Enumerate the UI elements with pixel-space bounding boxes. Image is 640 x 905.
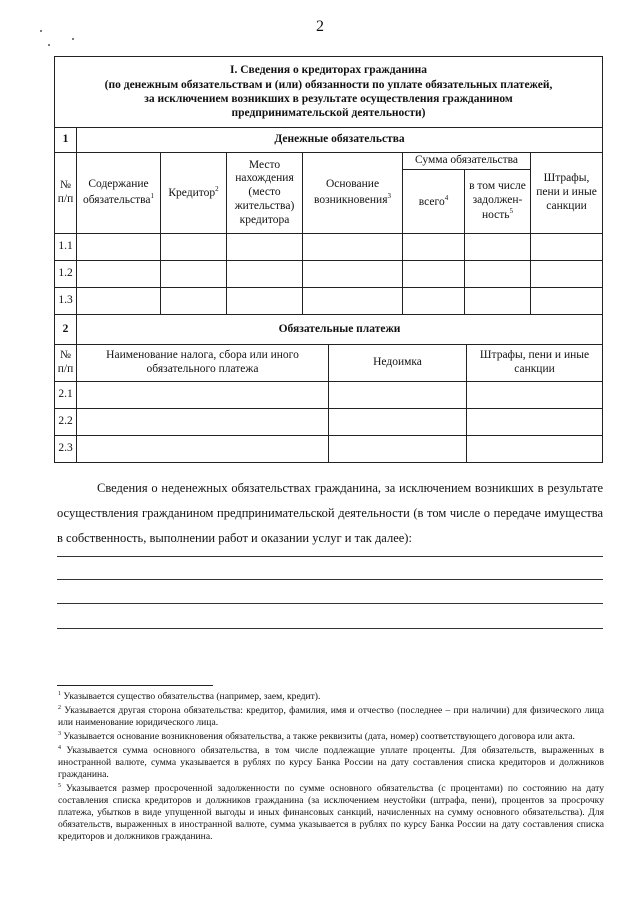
footnote-separator xyxy=(57,685,213,686)
fill-in-line[interactable] xyxy=(57,579,603,580)
cell-basis[interactable] xyxy=(303,234,403,261)
section-title-line: I. Сведения о кредиторах гражданина xyxy=(230,64,427,77)
footnote-mark: 4 xyxy=(58,745,61,752)
header-content xyxy=(77,153,161,234)
header-fines: Штрафы, пени и иные санкции xyxy=(531,153,603,234)
cell-fines[interactable] xyxy=(467,436,603,463)
footnote-ref: 1 xyxy=(150,192,155,201)
footnote-text: Указывается другая сторона обязательства: кредитор, фамилия, имя и отчество (последнее – при наличии) для физического лица или наименование юридического лица. xyxy=(58,705,604,729)
cell-tax-name[interactable] xyxy=(77,382,329,409)
cell-arrears[interactable] xyxy=(329,382,467,409)
cell-total[interactable] xyxy=(403,261,465,288)
footnote xyxy=(58,743,604,781)
footnote-text: Указывается существо обязательства (например, заем, кредит). xyxy=(63,691,321,703)
cell-basis[interactable] xyxy=(303,261,403,288)
cell-total[interactable] xyxy=(403,288,465,315)
cell-debt[interactable] xyxy=(465,288,531,315)
cell-fines[interactable] xyxy=(531,288,603,315)
fill-in-line[interactable] xyxy=(57,628,603,629)
footnote-ref: 4 xyxy=(444,193,449,202)
page-number: 2 xyxy=(316,18,324,35)
table-row xyxy=(55,409,603,436)
header-fines: Штрафы, пени и иные санкции xyxy=(467,345,603,382)
header-debt xyxy=(465,170,531,234)
payments-section-number: 2 xyxy=(55,315,77,345)
header-num: № п/п xyxy=(55,153,77,234)
cell-debt[interactable] xyxy=(465,234,531,261)
header-sum-group: Сумма обязательства xyxy=(403,153,531,170)
footnote-mark: 5 xyxy=(58,783,61,790)
non-monetary-obligations-text: Сведения о неденежных обязательствах гражданина, за исключением возникших в результате осуществления гражданином предпринимательской деятельности (в том числе о передаче имущества в собственность, выполнении работ и оказании услуг и так далее): xyxy=(57,481,603,545)
section-title-line: за исключением возникших в результате осуществления гражданином xyxy=(144,93,513,105)
footnote xyxy=(58,703,604,729)
cell-tax-name[interactable] xyxy=(77,409,329,436)
cell-content[interactable] xyxy=(77,234,161,261)
fill-in-line[interactable] xyxy=(57,603,603,604)
footnote-text: Указывается размер просроченной задолженности по сумме основного обязательства (с процентами) по состоянию на дату составления списка кредиторов и должников гражданина (за исключением неустойки (штрафа, пени), процентов за просрочку платежа, убытков в виде упущенной выгоды и иных финансовых санкций, начисленных на сумму основного обязательства). Для обязательств, выраженных в иностранной валюте, сумма указывается в рублях по курсу Банка России на дату составления списка кредиторов и должников гражданина. xyxy=(58,783,604,842)
cell-content[interactable] xyxy=(77,288,161,315)
section-title-line: (по денежным обязательствам и (или) обязанности по уплате обязательных платежей, xyxy=(104,78,553,91)
row-number: 1.1 xyxy=(55,234,77,261)
cell-arrears[interactable] xyxy=(329,409,467,436)
cell-total[interactable] xyxy=(403,234,465,261)
footnotes xyxy=(58,689,604,843)
scan-speck xyxy=(72,38,74,40)
fill-in-line[interactable] xyxy=(57,556,603,557)
header-num: № п/п xyxy=(55,345,77,382)
creditors-table xyxy=(54,56,603,463)
table-row xyxy=(55,234,603,261)
monetary-section-title: Денежные обязательства xyxy=(77,128,603,153)
payments-section-title: Обязательные платежи xyxy=(77,315,603,345)
cell-content[interactable] xyxy=(77,261,161,288)
cell-basis[interactable] xyxy=(303,288,403,315)
footnote-ref: 5 xyxy=(509,207,514,216)
header-total-label: всего xyxy=(418,195,445,208)
footnote-mark: 3 xyxy=(58,731,61,738)
cell-location[interactable] xyxy=(227,234,303,261)
header-debt-label: в том числе задолжен-ность xyxy=(469,179,526,222)
cell-creditor[interactable] xyxy=(161,234,227,261)
row-number: 1.3 xyxy=(55,288,77,315)
scan-speck xyxy=(48,44,50,46)
table-row xyxy=(55,288,603,315)
cell-fines[interactable] xyxy=(531,234,603,261)
footnote-ref: 2 xyxy=(215,185,219,194)
monetary-section-number: 1 xyxy=(55,128,77,153)
row-number: 1.2 xyxy=(55,261,77,288)
cell-fines[interactable] xyxy=(531,261,603,288)
header-location: Место нахождения (место жительства) кредитора xyxy=(227,153,303,234)
header-creditor-label: Кредитор xyxy=(168,187,216,200)
footnote-text: Указывается сумма основного обязательства, в том числе подлежащие уплате проценты. Для обязательств, выраженных в иностранной валюте, сумма указывается в рублях по курсу Банка России на дату составления списка кредиторов и должников гражданина. xyxy=(58,745,604,781)
scan-speck xyxy=(40,30,42,32)
header-tax-name: Наименование налога, сбора или иного обязательного платежа xyxy=(77,345,329,382)
footnote-mark: 2 xyxy=(58,705,61,712)
table-row xyxy=(55,382,603,409)
cell-fines[interactable] xyxy=(467,382,603,409)
header-creditor xyxy=(161,153,227,234)
header-arrears: Недоимка xyxy=(329,345,467,382)
footnote-ref: 3 xyxy=(387,192,391,201)
table-row xyxy=(55,261,603,288)
footnote-mark: 1 xyxy=(58,691,61,697)
footnote xyxy=(58,781,604,843)
footnote xyxy=(58,689,604,703)
cell-fines[interactable] xyxy=(467,409,603,436)
table-row xyxy=(55,436,603,463)
cell-location[interactable] xyxy=(227,261,303,288)
section-title-line: предпринимательской деятельности) xyxy=(231,107,426,120)
row-number: 2.3 xyxy=(55,436,77,463)
row-number: 2.2 xyxy=(55,409,77,436)
header-content-label: Содержание обязательства xyxy=(82,178,151,206)
cell-creditor[interactable] xyxy=(161,261,227,288)
footnote-text: Указывается основание возникновения обязательства, а также реквизиты (дата, номер) соответствующего договора или акта. xyxy=(63,731,575,743)
header-total xyxy=(403,170,465,234)
cell-arrears[interactable] xyxy=(329,436,467,463)
cell-creditor[interactable] xyxy=(161,288,227,315)
header-basis-label: Основание возникновения xyxy=(313,178,388,206)
cell-tax-name[interactable] xyxy=(77,436,329,463)
row-number: 2.1 xyxy=(55,382,77,409)
cell-location[interactable] xyxy=(227,288,303,315)
header-basis xyxy=(303,153,403,234)
footnote xyxy=(58,729,604,743)
cell-debt[interactable] xyxy=(465,261,531,288)
section-title xyxy=(55,57,603,128)
